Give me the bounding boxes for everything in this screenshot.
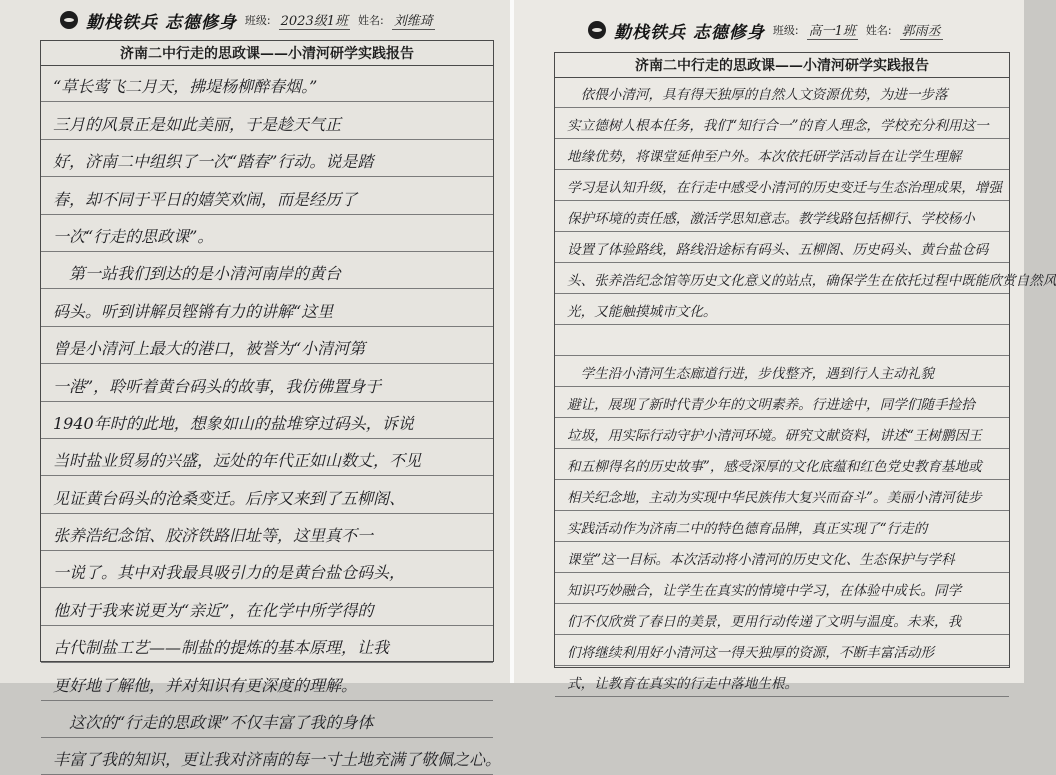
class-value: 高一1班 [807,20,858,40]
class-label: 班级: [772,24,799,37]
writing-lines [555,77,1056,692]
handwritten-line: 一说了。其中对我最具吸引力的是黄台盐仓码头， [53,563,406,583]
handwritten-line: 光，又能触摸城市文化。 [567,304,717,320]
handwritten-line: 设置了体验路线，路线沿途标有码头、五柳阁、历史码头、黄台盐仓码 [567,242,989,258]
handwritten-line: 学生沿小清河生态廊道行进，步伐整齐，遇到行人主动礼貌 [567,366,935,382]
handwritten-line: 更好地了解他，并对知识有更深度的理解。 [53,675,358,695]
handwritten-line: 这次的“行走的思政课”不仅丰富了我的身体 [53,713,374,733]
right-header [588,16,943,44]
handwritten-line: 当时盐业贸易的兴盛，远处的年代正如山数丈，不见 [53,451,422,471]
writing-row [41,364,493,401]
writing-row [555,325,1009,356]
writing-row [555,449,1009,480]
writing-row [555,201,1009,232]
writing-row [555,387,1009,418]
writing-row [555,108,1009,139]
writing-row [555,232,1009,263]
handwritten-line: 们不仅欣赏了春日的美景，更用行动传递了文明与温度。未来，我 [567,614,962,630]
student-name: 郭雨丞 [900,20,943,40]
handwritten-line: 曾是小清河上最大的港口，被誉为“小清河第 [53,339,366,359]
writing-row [41,588,493,625]
handwritten-line: 见证黄台码头的沧桑变迁。后序又来到了五柳阁、 [53,488,406,508]
left-report-sheet [0,0,510,770]
writing-row [41,476,493,513]
writing-lines [41,65,502,770]
writing-row [555,418,1009,449]
writing-row [41,663,493,700]
writing-row [41,177,493,214]
handwritten-line: 春，却不同于平日的嬉笑欢闹，而是经历了 [53,189,358,209]
handwritten-line: 1940年时的此地，想象如山的盐堆穿过码头，诉说 [53,413,414,433]
handwritten-line: 他对于我来说更为“亲近”，在化学中所学得的 [53,600,374,620]
handwritten-line: 地缘优势，将课堂延伸至户外。本次依托研学活动旨在让学生理解 [567,149,962,165]
handwritten-line: 一港”，聆听着黄台码头的故事，我仿佛置身于 [53,376,382,396]
writing-row [555,170,1009,201]
handwritten-line: 丰富了我的知识，更让我对济南的每一寸土地充满了敬佩之心。 [53,750,502,770]
handwritten-line: 和五柳得名的历史故事”，感受深厚的文化底蕴和红色党史教育基地或 [567,459,982,475]
writing-row [555,511,1009,542]
school-logo-icon [60,11,78,29]
handwritten-line: 实立德树人根本任务，我们“知行合一”的育人理念，学校充分利用这一 [567,118,989,134]
writing-frame [40,40,502,770]
writing-row [41,215,493,252]
writing-row [41,439,493,476]
writing-row [555,294,1009,325]
handwritten-line: 垃圾，用实际行动守护小清河环境。研究文献资料，讲述“王树鹏因王 [567,428,982,444]
handwritten-line: 头、张养浩纪念馆等历史文化意义的站点，确保学生在依托过程中既能欣赏自然风 [567,273,1056,289]
handwritten-line: 们将继续利用好小清河这一得天独厚的资源，不断丰富活动形 [567,645,935,661]
writing-row [555,604,1009,635]
writing-row [41,551,493,588]
writing-row [41,252,493,289]
handwritten-line: “草长莺飞二月天，拂堤杨柳醉春烟。” [53,77,318,97]
class-label: 班级: [244,14,271,27]
handwritten-line: 知识巧妙融合，让学生在真实的情境中学习，在体验中成长。同学 [567,583,962,599]
student-name: 刘维琦 [392,10,435,30]
writing-row [555,139,1009,170]
writing-row [41,65,493,102]
writing-row [41,701,493,738]
writing-row [555,480,1009,511]
writing-row [555,356,1009,387]
name-label: 姓名: [358,14,384,27]
report-title: 济南二中行走的思政课——小清河研学实践报告 [41,43,493,66]
writing-row [555,542,1009,573]
handwritten-line: 课堂”这一目标。本次活动将小清河的历史文化、生态保护与学科 [567,552,955,568]
writing-row [555,573,1009,604]
handwritten-line: 学习是认知升级，在行走中感受小清河的历史变迁与生态治理成果，增强 [567,180,1002,196]
writing-row [555,263,1056,294]
handwritten-line: 好，济南二中组织了一次“踏春”行动。说是踏 [53,152,374,172]
handwritten-line: 码头。听到讲解员铿锵有力的讲解“这里 [53,301,334,321]
writing-row [555,666,1009,697]
class-value: 2023级1班 [279,10,350,30]
writing-row [41,738,502,775]
writing-row [555,77,1009,108]
school-motto: 勤栈铁兵 志德修身 [86,12,237,33]
writing-row [41,626,493,663]
writing-row [41,514,493,551]
writing-row [41,327,493,364]
handwritten-line: 避让，展现了新时代青少年的文明素养。行进途中，同学们随手捡拾 [567,397,975,413]
writing-row [41,402,493,439]
report-title: 济南二中行走的思政课——小清河研学实践报告 [555,55,1009,78]
writing-frame [554,52,1056,692]
handwritten-line: 保护环境的责任感，激活学思知意志。教学线路包括柳行、学校杨小 [567,211,975,227]
writing-row [41,102,493,139]
handwritten-line: 依偎小清河，具有得天独厚的自然人文资源优势，为进一步落 [567,87,948,103]
handwritten-line: 式，让教育在真实的行走中落地生根。 [567,676,799,692]
name-label: 姓名: [865,24,892,37]
school-logo-icon [588,21,606,39]
right-report-sheet [514,0,1056,692]
handwritten-line: 古代制盐工艺——制盐的提炼的基本原理，让我 [53,638,390,658]
school-motto: 勤栈铁兵 志德修身 [614,22,765,43]
writing-row [555,635,1009,666]
writing-row [41,289,493,326]
left-header [60,6,435,34]
handwritten-line: 三月的风景正是如此美丽，于是趁天气正 [53,114,342,134]
handwritten-line: 相关纪念地，主动为实现中华民族伟大复兴而奋斗”。美丽小清河徒步 [567,490,982,506]
handwritten-line: 实践活动作为济南二中的特色德育品牌，真正实现了“行走的 [567,521,928,537]
handwritten-line: 张养浩纪念馆、胶济铁路旧址等，这里真不一 [53,526,374,546]
writing-row [41,140,493,177]
handwritten-line: 一次“行走的思政课”。 [53,226,214,246]
handwritten-line: 第一站我们到达的是小清河南岸的黄台 [53,264,342,284]
